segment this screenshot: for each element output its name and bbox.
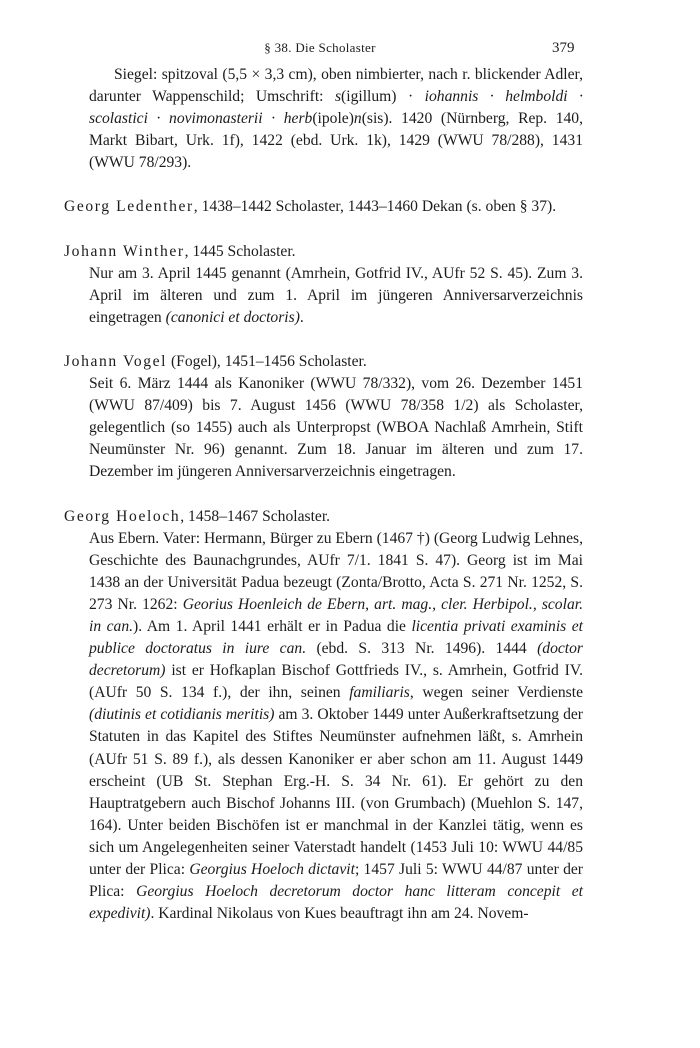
spacer [64,484,583,506]
spacer [64,174,583,196]
siegel-paragraph: Siegel: spitzoval (5,5 × 3,3 cm), oben nimbierter, nach r. blickender Adler, darunter Wappenschild; Umschrift: s(igillum) · iohannis · helmboldi · scolastici · novimonasterii · herb(ipole)n(sis). 1420 (Nürnberg, Rep. 140, Markt Bibart, Urk. 1f), 1422 (ebd. Urk. 1k), 1429 (WWU 78/288), 1431 (WWU 78/293). [89,66,583,172]
person-name: Georg Ledenther [64,198,194,216]
page-header [0,40,700,62]
spacer [64,329,583,351]
entry-ledenther: Georg Ledenther, 1438–1442 Scholaster, 1443–1460 Dekan (s. oben § 37). [64,198,557,216]
spacer [64,219,583,241]
page-number: 379 [552,40,575,56]
main-text [64,64,583,925]
entry-hoeloch-heading: Georg Hoeloch, 1458–1467 Scholaster. [64,507,331,525]
running-head: § 38. Die Scholaster [264,40,376,55]
entry-hoeloch-text: Aus Ebern. Vater: Hermann, Bürger zu Ebern (1467 †) (Georg Ludwig Lehnes, Geschichte des Baunachgrundes, AUfr 7/1. 1841 S. 47). Georg ist im Mai 1438 an der Universität Padua bezeugt (Zonta/Brotto, Acta S. 271 Nr. 1252, S. 273 Nr. 1262: Georius Hoenleich de Ebern, art. mag., cler. Herbipol., scolar. in can.). Am 1. April 1441 erhält er in Padua die licentia privati examinis et publice doctoratus in iure can. (ebd. S. 313 Nr. 1496). 1444 (doctor decretorum) ist er Hofkaplan Bischof Gottfrieds IV., s. Amrhein, Gotfrid IV. (AUfr 50 S. 134 f.), der ihn, seinen familiaris, wegen seiner Verdienste (diutinis et cotidianis meritis) am 3. Oktober 1449 unter Außerkraftsetzung der Statuten in das Kapitel des Stiftes Neumünster aufnehmen läßt, s. Amrhein (AUfr 51 S. 89 f.), als dessen Kanoniker er aber schon am 11. August 1449 erscheint (UB St. Stephan Erg.-H. S. 34 Nr. 61). Er gehört zu den Hauptratgebern auch Bischof Johanns III. (von Grumbach) (Muehlon S. 147, 164). Unter beiden Bischöfen ist er manchmal in der Kanzlei tätig, wenn es sich um Angelegenheiten seiner Vaterstadt handelt (1453 Juli 10: WWU 44/85 unter der Plica: Georgius Hoeloch dictavit; 1457 Juli 5: WWU 44/87 unter der Plica: Georgius Hoeloch decretorum doctor hanc litteram concepit et expedivit). Kardinal Nikolaus von Kues beauftragt ihn am 24. Novem- [89,529,584,923]
entry-winther-heading: Johann Winther, 1445 Scholaster. [64,242,296,260]
person-name: Georg Hoeloch [64,507,181,525]
entry-vogel-heading: Johann Vogel (Fogel), 1451–1456 Scholaster. [64,352,367,370]
entry-winther-text: Nur am 3. April 1445 genannt (Amrhein, Gotfrid IV., AUfr 52 S. 45). Zum 3. April im älteren und zum 1. April im jüngeren Anniversarverzeichnis eingetragen (canonici et doctoris). [89,264,583,326]
person-name: Johann Vogel [64,352,168,370]
entry-vogel-text: Seit 6. März 1444 als Kanoniker (WWU 78/332), vom 26. Dezember 1451 (WWU 87/409) bis 7. August 1456 (WWU 78/358 1/2) als Scholaster, gelegentlich (so 1455) auch als Unterpropst (WBOA Nachlaß Amrhein, Stift Neumünster Nr. 96) genannt. Zum 18. Januar im älteren und zum 17. Dezember im jüngeren Anniversarverzeichnis eingetragen. [89,375,583,481]
person-name: Johann Winther [64,242,185,260]
